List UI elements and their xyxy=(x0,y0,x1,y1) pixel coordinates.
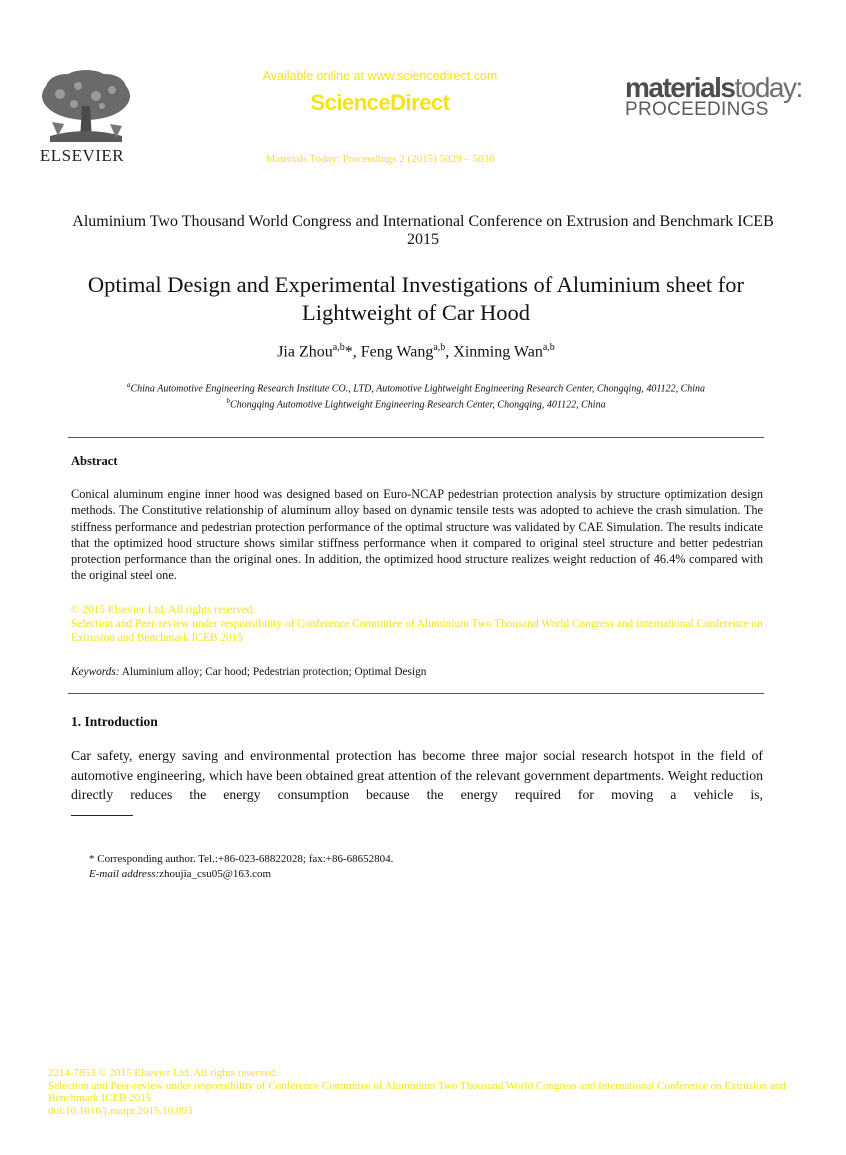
author-affil-sup: a,b xyxy=(332,342,345,353)
email-address[interactable]: zhoujia_csu05@163.com xyxy=(159,868,272,880)
affiliation-text: China Automotive Engineering Research Institute CO., LTD, Automotive Lightweight Engineering Research Center, Chongqing, 401122, China xyxy=(130,383,706,395)
divider xyxy=(68,693,764,694)
author-name: Jia Zhou xyxy=(277,343,333,361)
copyright-line: © 2015 Elsevier Ltd. All rights reserved. xyxy=(71,604,256,616)
footer-peer-review: Selection and Peer-review under responsibility of Conference Committee of Aluminium Two Thousand World Congress and International Conference on Extrusion and Benchmark ICEB 2015 xyxy=(48,1079,786,1104)
abstract-heading: Abstract xyxy=(71,454,118,468)
section-heading: 1. Introduction xyxy=(71,714,158,729)
brand-light: today: xyxy=(734,72,802,103)
issn-copyright: 2214-7853 © 2015 Elsevier Ltd. All rights reserved. xyxy=(48,1067,278,1079)
corresponding-author-note: * Corresponding author. Tel.:+86-023-68822028; fax:+86-68652804. xyxy=(89,853,394,865)
affil-sup: a xyxy=(126,381,131,389)
brand-proceedings: PROCEEDINGS xyxy=(625,99,769,120)
author-list: Jia Zhou$^{a,b}$*, Feng Wang$^{a,b}$, Xinming Wan$^{a,b}$ xyxy=(277,342,555,361)
author-name: Feng Wang xyxy=(360,343,434,361)
keywords-label: Keywords: xyxy=(71,666,120,678)
peer-review-line: Selection and Peer-review under responsibility of Conference Committee of Aluminium Two Thousand World Congress and International Conference on Extrusion and Benchmark ICEB 2015 xyxy=(71,617,763,644)
materials-today-logo xyxy=(625,74,825,119)
keywords-text: Aluminium alloy; Car hood; Pedestrian protection; Optimal Design xyxy=(121,666,427,678)
copyright-notice xyxy=(71,604,763,645)
email-label: E-mail address: xyxy=(89,868,160,880)
journal-reference: Materials Today: Proceedings 2 (2015) 5029 – 5036 xyxy=(265,153,495,165)
email-note xyxy=(89,868,271,880)
divider xyxy=(68,437,764,438)
footnote-rule xyxy=(71,815,133,816)
conference-name: Aluminium Two Thousand World Congress and International Conference on Extrusion and Benchmark ICEB 2015 xyxy=(72,213,774,248)
brand-bold: materials xyxy=(625,72,735,103)
doi-link[interactable]: doi:10.1016/j.matpr.2015.10.093 xyxy=(48,1104,193,1117)
abstract-body: Conical aluminum engine inner hood was designed based on Euro-NCAP pedestrian protection analysis by structure optimization design methods. The Constitutive relationship of aluminum alloy based on dynamic tensile tests was adopted to achieve the crash simulation. The stiffness performance and pedestrian protection performance of the optimal structure was validated by CAE Simulation. The results indicate that the optimized hood structure shows similar stiffness performance when it compared to original steel structure and better pedestrian protection performance than the original ones. In addition, the optimized hood structure realizes weight reduction of 46.4% compared with the original steel one. xyxy=(71,487,763,583)
corresponding-mark: * xyxy=(344,343,353,361)
author-affil-sup: a,b xyxy=(542,342,555,353)
keywords xyxy=(71,666,763,678)
available-online-text[interactable]: Available online at www.sciencedirect.com xyxy=(262,69,498,83)
paper-title: Optimal Design and Experimental Investigations of Aluminium sheet for Lightweight of Car Hood xyxy=(87,272,745,325)
affiliation-text: Chongqing Automotive Lightweight Engineering Research Center, Chongqing, 401122, China xyxy=(229,399,606,411)
author-affil-sup: a,b xyxy=(433,342,446,353)
page-footer xyxy=(48,1067,818,1117)
sciencedirect-logo[interactable]: ScienceDirect xyxy=(310,90,450,115)
affil-sup: b xyxy=(226,397,230,406)
section-body: Car safety, energy saving and environmental protection has become three major social research hotspot in the field of automotive engineering, which have been obtained great attention of the relevant government departments. Weight reduction directly reduces the energy consumption because the energy required for moving a vehicle is, xyxy=(71,748,763,802)
author-name: Xinming Wan xyxy=(453,343,543,361)
affiliations xyxy=(60,379,772,412)
publisher-name: ELSEVIER xyxy=(39,146,125,165)
